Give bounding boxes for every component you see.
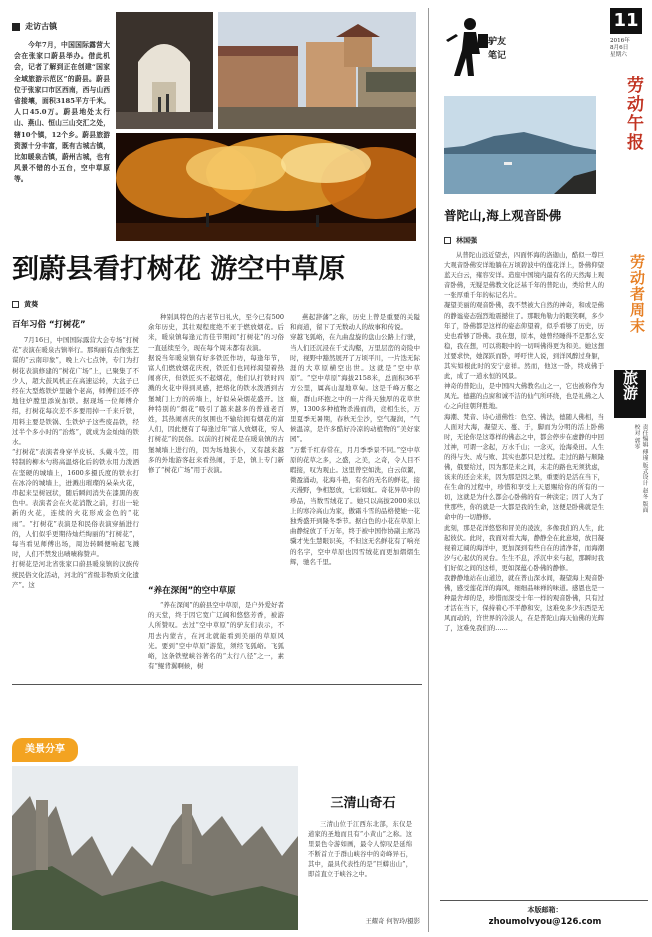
- date-line2: 8月6日: [610, 45, 629, 51]
- right-article-body: 从普陀山远近望去，四面怀海的洛迦山，酷似一尊巨大观音卧佛安详地躺在万顷碧波中的莲花洋上，卧佛仰望蓝天白云，雍容安详。造座中国境内最有名的天然海上观音卧佛，无疑是佛教文化泛基千年的普陀山，类给世人的一张厚重千年的标记名片。 凝望美丽的观音卧佛，我不禁被大自然的神奇，和或是佛的静谧姿态强烈地震撼住了。那眼角勒力的眼笑啊，多少年了，卧佛都是这样的姿态仰望着，似乎看够了历史，历史也看够了卧佛。我在想，原本，她曾经睡得不是那么安稳，我在想，可以将眼中的一切叫佛得更为和美。她这想过要求快，她深跃而卧，呼吁世人说，到洋风醉过身躯，其实如根此时的安宁意祥。然而，他这一卧，终成佛于此，成了一道永恒的风景。 神奇的普陀山，是中国四大佛教名山之一，它也被称作为凤光。德慈的点窗和诚不洁的仙气所环绕，也是礼佛之人心之向往朝拜胜地。 海潮、梵音、诗心道佛性：色空、佛法，德随人佛相，当人面对大海，凝望天、蔓、于，脚而为分明的活上卧佛时，无论你是这尊样的佛态之中，都会停步在虚静的中回过神，可谓一念起，万水千山；一念灭，沧海桑田。人生的得与失、成与败、其实也都只是过程。走过的路与顺隆佛，俄要给过，因为那是来之间，未走的路也无须犹虑，该来的还会来来，因为那是因之果，重要的是活在当下，在生命的过程中，珍惜和享受上天恩赐给你的所有的一切，这就是为什么都会心卧佛的有一种淡定；因了人为了世那些，你的就是一大都是我的生命，这便是卧佛就是生命中的一切静修。 此刻，那是花洋悠悠和冒美的凌波，多像我们的人生，此起彼伏。此时，我面对看大海，静静全在此意境，放目凝视着辽阔的海洋中，更加深到有些自在的清净者，而海潮汐与心起伏的灵台。生生不息，浮沉中来与起，那瞬时我们好似之间的这样，更如深蕴心卧佛的静修。 我静静地站在山道边，就在普山深水间，凝望海上观音卧佛，感受莲花洋的海风，细细品味禅的味道。感恩也是一种最舍却的是，珍惜而深受十年一样的观音卧佛，只有过才活在当下，保持着心不平静和安，这难免多少东西是无风而动的，许世界的冷淡人，在是普陀山海天仙佛的光辉了，这难免我们的……: [444, 251, 604, 633]
- column-label-line1: 驴友: [488, 37, 507, 47]
- article-column-2: 种别具特色的古老节日礼火，至今已有500余年历史，其壮观程度绝不亚于燃放烟花。后来，暖泉镇每逢元宵佳节期间“打树花”的习俗一直延续至今，现在每个周末都有表演。 据说当年暖泉镇有好多铁匠作坊，每逢年节，富人们燃放烟花庆祝，铁匠们也同样渴望着热闹喜庆，但铁匠买不起烟花，他们认打铁时四溅的火花中得到灵感，把熔化的铁水泼洒到古堡城门上方的砖墙上，好似朵朵烟花盛开。这种特别的“烟花”吸引了越来越多的普通老百姓，其热闹喜庆的氛围也不输给拥有烟花的富人们，因此便有了每逢过年“富人放烟花，穷人打树花”的民俗。以前的打树花是在暖泉镇的古堡城墙上进行的，因为场地狭小，又有越来越多的外地游客赶来看热闹，于是，镇上专门新修了“树花广场”用于表演。: [148, 313, 284, 475]
- page-gutter: [428, 8, 429, 932]
- editor-info: 责任编辑 傅瑾 版式设计 赵冬 版面校对 郭零: [633, 424, 647, 513]
- article-column-1: 7月16日，中国国际露营大会专场“打树花”表演在暖泉古镇举行。那绚丽有点像张艺谋的“云南印象”，晚上六七点钟，专门为打树花表演修建的“树花广场”上，已聚集了不少人，超大鼓风机正在高速运转，大盆子已经在大型炼铁炉里融个老高，师傅们还不停地往炉膛里添炭加铁。据现场一位师傅介绍，打树花每次差不多要用掉一千来斤铁，用料主要是铁锅、生铁炉子这些废品铁，经过半个多小时的“治炼”，就成为金灿灿的铁水。 “打树花”表演者身穿羊皮袄、头戴斗笠，用特制的柳木勺将高温熔化后的铁水用力泼洒在坚硬的城墙上，1600多摄氏度的铁水打在冰冷的城墙上，迸溅出璀璨的朵朵火花，串起来呈树冠状，随后瞬间消失在漆黑的夜色中。表演者会在火花消散之前，打出一轮新的火花，连续的火花形成金色的“花雨”。“打树花”表演是和民俗表演穿插进行的，人们似乎更期待灿烂绚丽的“打树花”，每当看见师傅出场，周边转瞬便响起飞溅时，人们不禁发出啧啧称赞声。 打树花是河北省张家口蔚县暖泉镇的汉族传统民俗文化活动，河北的“省级非物质文化遗产”。这: [12, 336, 139, 589]
- section-divider: [12, 684, 422, 685]
- date-line3: 星期六: [610, 52, 627, 58]
- footer-rule: [440, 900, 648, 901]
- page-number-block: [610, 8, 650, 68]
- subheading-iron-flower: 百年习俗 “打树花”: [12, 320, 86, 330]
- bottom-description: 三清山位于江西东北部，东仅是道家的圣地而且有“小黄山”之称。这里景色令游如画，最令人惊叹是延绵不断首立于群山峡谷中的奇峰异石，其中，最具代表性的是“巨蟒出山”，即首直立于峡谷之中。: [308, 821, 412, 878]
- page-number: 11: [610, 8, 642, 34]
- byline-box-icon: [12, 301, 19, 308]
- intro-paragraph: 今年7月，中国国际露营大会在张家口蔚县举办。借此机会，记者了解到正在创建“国家全域旅游示范区”的蔚县。蔚县位于张家口市区西南，西与山西省接壤，面积3185平方千米。人口45.0万。蔚县地处太行山、燕山、恒山三山交汇之处，辖10个镇，12个乡。蔚县旅游资源十分丰富，既有古城古镇，比如暖泉古镇，蔚州古城，也有风景不错的小五台，空中草原等。: [14, 41, 110, 184]
- right-byline-text: 林国强: [456, 236, 478, 245]
- mail-address[interactable]: zhoumolvyou@126.com: [488, 917, 602, 927]
- putuo-sea-photo: [444, 96, 596, 194]
- section-label: [12, 16, 102, 30]
- bottom-title: 三清山奇石: [330, 796, 396, 811]
- section-label-text: 走访古镇: [25, 22, 58, 31]
- iron-flower-fireworks-photo: [116, 133, 416, 241]
- subheading-sky-grassland: “养在深闺”的空中草原: [148, 586, 236, 596]
- mail-label: 本版邮箱：: [527, 906, 563, 914]
- side-title-travel: 旅游: [621, 370, 639, 400]
- column-label-line2: 笔记: [488, 51, 507, 61]
- right-byline-box-icon: [444, 237, 451, 244]
- arch-gate-illustration: [116, 12, 213, 129]
- hiker-icon: [444, 14, 494, 80]
- sea-island-illustration: [444, 96, 596, 194]
- date-line1: 2016年: [610, 38, 630, 44]
- masthead-logo: 劳动午报: [623, 76, 643, 152]
- arch-gate-photo: [116, 12, 213, 129]
- byline-text: 黄葵: [24, 300, 39, 309]
- temple-buildings-photo: [218, 12, 416, 129]
- mountain-rocks-illustration: [12, 766, 298, 930]
- right-headline: 普陀山,海上观音卧佛: [444, 208, 562, 223]
- right-byline: [444, 230, 544, 245]
- article-column-3: 燕起辞藩”之称，历史上曾是重要的关隘和商道，留下了无数动人的故事和传说。 穿越飞狐峪，在九曲盘旋的盘山公路上行驶，当人们还沉浸在千丈沟壑，万里层峦的奇险中时，视野中豁然展开了万顷平川，一片迭无际涯的大草原横空出世。这就是“空中草原”。“空中草原”海拔2158米，总面积36平方公里，属高山湿地草甸。这是千峰万壑之巅，群山环抱之中的一片得天独厚的花草世界，1300多种植物杀漫而茵，竞相生长，万里夏季无暑期，春秋无尘沙，空气凝润，“气候温凉，是许多酷好冷凉的动植物的“美好家园”。 “万紫千红春常在，月月季季景不同。”空中草原的花草之多，之盛，之美，之奇，令人目不暇接，叹为观止。这里曾空如洗，白云似絮，微盈涌动，花海斗艳，有名的无名的鲜花，接天漫野，争相怒放，七彩如虹。奇花异草中的珍品，当数雪绒花了。她只以高拔2000米以上的寒冷高山为家，傲霜斗雪的品格使她一花独秀盛开到隆冬季节。据白色的小花在草原上曲静绽放了千万年，终于被中国作协副主席冯骥才先生慧眼识英，不但这无名鲜花有了响亮的名字，空中草原也因雪绒花而更加熠熠生辉，驰名千里。: [290, 313, 420, 566]
- square-bullet-icon: [12, 23, 20, 31]
- hiker-notes-label: [444, 14, 524, 80]
- main-headline: 到蔚县看打树花 游空中草原: [12, 254, 346, 285]
- article-column-2b: “养在深闺”的蔚县空中草原，是户外爱好者的天堂，终于因它宽广辽阔和悠悠芳香，被游人所赞叹。去过“空中草原”的驴友们表示，不用去内蒙古，在河北就能看到美丽的草原风光。要到“空中草原”游览，须经飞狐峪。飞狐峪，这条铁壁峡谷著名的“太行八径”之一，素有“鲲背翼啊候，树: [148, 601, 284, 671]
- share-label-text: 美景分享: [25, 744, 65, 755]
- iron-flower-illustration: [116, 133, 416, 241]
- temple-buildings-illustration: [218, 12, 416, 129]
- share-label-badge: [12, 738, 78, 762]
- sanqing-mountain-photo: [12, 766, 298, 930]
- side-title-weekend: 劳动者周末: [628, 254, 646, 334]
- headline-byline: [12, 294, 132, 309]
- photo-credit: 王耀奇 何智玲/摄影: [365, 918, 420, 925]
